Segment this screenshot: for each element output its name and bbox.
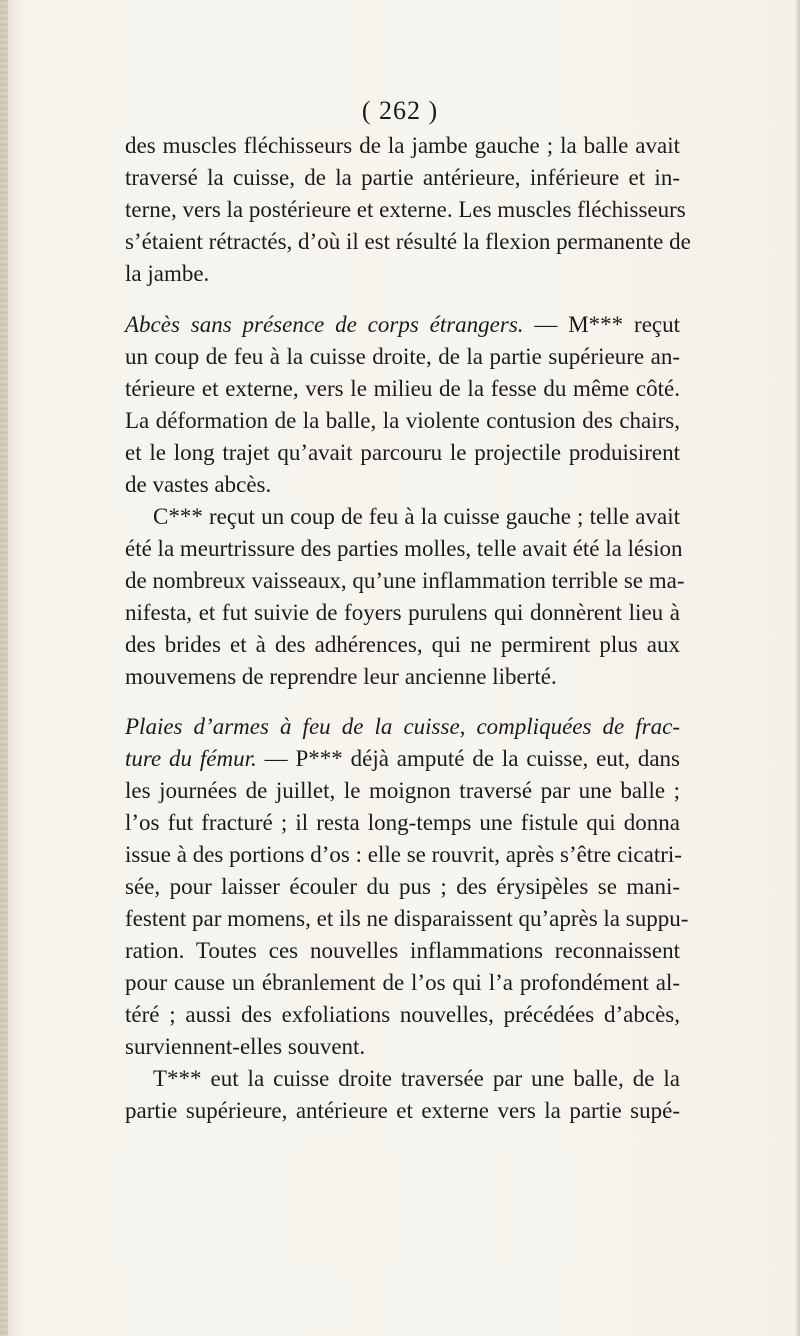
text-line: été la meurtrissure des parties molles, telle avait été la lésion bbox=[125, 536, 683, 561]
text-line: des brides et à des adhérences, qui ne permirent plus aux bbox=[125, 632, 680, 657]
text-line: issue à des portions d’os : elle se rouvrit, après s’être cicatri- bbox=[125, 842, 682, 867]
text-line: terne, vers la postérieure et externe. Les muscles fléchisseurs bbox=[125, 197, 686, 222]
text-line: la jambe. bbox=[125, 261, 210, 286]
text-line: s’étaient rétractés, d’où il est résulté la flexion permanente de bbox=[125, 229, 691, 254]
text-line: des muscles fléchisseurs de la jambe gauche ; la balle avait bbox=[125, 133, 680, 158]
body-text bbox=[125, 130, 691, 1127]
page-number: ( 262 ) bbox=[361, 96, 439, 125]
page-edge bbox=[794, 0, 800, 1336]
text-line: festent par momens, et ils ne disparaissent qu’après la suppu- bbox=[125, 906, 689, 931]
text-line: surviennent-elles souvent. bbox=[125, 1034, 366, 1059]
paragraph-gap bbox=[125, 290, 680, 309]
text-line: ration. Toutes ces nouvelles inflammations reconnaissent bbox=[125, 938, 680, 963]
paragraph-gap bbox=[125, 693, 680, 711]
text-line: pour cause un ébranlement de l’os qui l’a profondément al- bbox=[125, 970, 680, 995]
text-line: T*** eut la cuisse droite traversée par une balle, de la bbox=[153, 1066, 680, 1091]
section-heading-line bbox=[125, 743, 680, 775]
text-line: et le long trajet qu’avait parcouru le projectile produisirent bbox=[125, 440, 680, 465]
text-line: mouvemens de reprendre leur ancienne liberté. bbox=[125, 664, 557, 689]
text-line: C*** reçut un coup de feu à la cuisse gauche ; telle avait bbox=[153, 504, 680, 529]
text-line: sée, pour laisser écouler du pus ; des érysipèles se mani- bbox=[125, 874, 680, 899]
text-line: de nombreux vaisseaux, qu’une inflammation terrible se ma- bbox=[125, 568, 685, 593]
text-line: l’os fut fracturé ; il resta long-temps une fistule qui donna bbox=[125, 810, 680, 835]
text-line: La déformation de la balle, la violente contusion des chairs, bbox=[125, 408, 680, 433]
text-line: les journées de juillet, le moignon traversé par une balle ; bbox=[125, 778, 680, 803]
section-heading: Plaies d’armes à feu de la cuisse, compliquées de frac- bbox=[125, 714, 680, 739]
text-line: de vastes abcès. bbox=[125, 472, 272, 497]
text-run: — M*** reçut bbox=[523, 312, 680, 337]
text-line: partie supérieure, antérieure et externe vers la partie supé- bbox=[125, 1098, 680, 1123]
text-line: un coup de feu à la cuisse droite, de la partie supérieure an- bbox=[125, 344, 680, 369]
section-heading: ture du fémur. bbox=[125, 746, 257, 771]
text-line: térieure et externe, vers le milieu de la fesse du même côté. bbox=[125, 376, 680, 401]
page-gutter bbox=[0, 0, 8, 1336]
text-line: traversé la cuisse, de la partie antérieure, inférieure et in- bbox=[125, 165, 680, 190]
text-line: téré ; aussi des exfoliations nouvelles, précédées d’abcès, bbox=[125, 1002, 680, 1027]
section-heading-line bbox=[125, 711, 680, 743]
section-heading: Abcès sans présence de corps étrangers. bbox=[125, 312, 524, 337]
text-line: nifesta, et fut suivie de foyers purulens qui donnèrent lieu à bbox=[125, 600, 680, 625]
section-heading-line bbox=[125, 309, 680, 341]
text-run: — P*** déjà amputé de la cuisse, eut, dans bbox=[256, 746, 680, 771]
